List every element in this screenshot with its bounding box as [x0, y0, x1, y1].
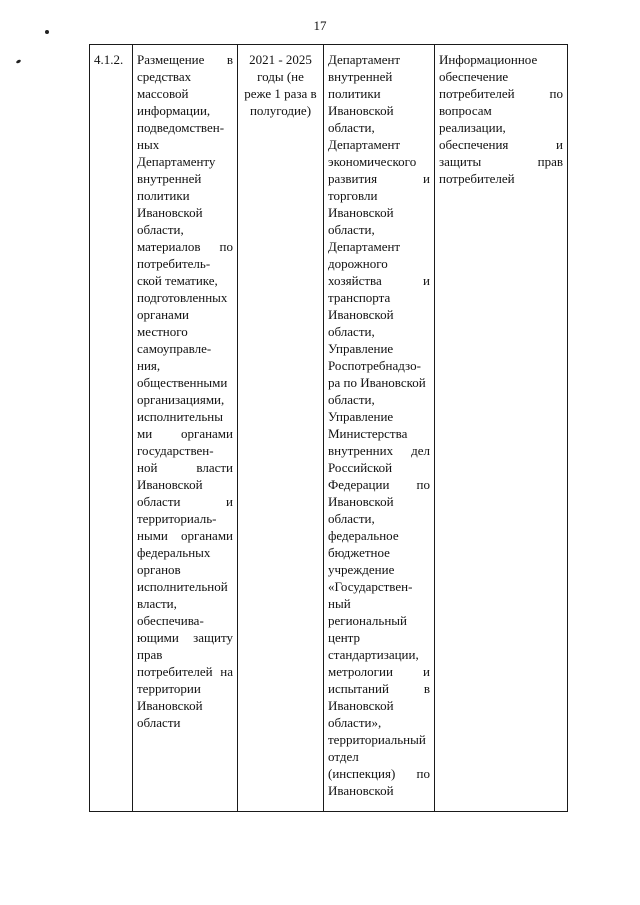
cell-text-line: центр — [328, 630, 361, 645]
cell-text-line: вопросам — [439, 103, 492, 118]
cell-text-line: территории — [137, 681, 201, 696]
cell-text-line: 2021 - 2025 — [249, 52, 312, 67]
cell-text-line: реализации, — [439, 120, 506, 135]
cell-text-line: области, — [328, 392, 375, 407]
cell-text-line: внутренних дел — [328, 443, 430, 458]
term-cell — [238, 45, 324, 812]
cell-text-line: внутренней — [137, 171, 202, 186]
scan-speck — [16, 59, 22, 64]
cell-text-line: ми органами — [137, 426, 233, 441]
executors-cell — [324, 45, 435, 812]
cell-text-line: подведомствен- — [137, 120, 225, 135]
cell-text-line: потребителей — [439, 171, 515, 186]
cell-text-line: испытаний в — [328, 681, 430, 696]
cell-text-line: реже 1 раза в — [244, 86, 317, 101]
cell-text-line: Ивановской — [328, 698, 394, 713]
cell-text-line: области и — [137, 494, 233, 509]
cell-text-line: годы (не — [257, 69, 304, 84]
cell-text-line: государствен- — [137, 443, 214, 458]
cell-text-line: ра по Ивановской — [328, 375, 426, 390]
cell-text-line: обеспечения и — [439, 137, 563, 152]
cell-text-line: ния, — [137, 358, 161, 373]
cell-text-line: местного — [137, 324, 188, 339]
cell-text-line: области — [137, 715, 181, 730]
row-number-cell — [90, 45, 133, 812]
cell-text-line: Департамент — [328, 137, 401, 152]
cell-text-line: средствах — [137, 69, 192, 84]
cell-text-line: Департамент — [328, 52, 401, 67]
cell-text-line: исполнительной — [137, 579, 228, 594]
cell-text-line: ной власти — [137, 460, 233, 475]
cell-text-line: Ивановской — [137, 698, 203, 713]
cell-text-line: стандартизации, — [328, 647, 419, 662]
cell-text-line: Ивановской — [137, 477, 203, 492]
cell-text-line: Информационное — [439, 52, 538, 67]
cell-text-line: Российской — [328, 460, 393, 475]
cell-text-line: (инспекция) по — [328, 766, 430, 781]
cell-text-line: транспорта — [328, 290, 391, 305]
cell-text-line: потребителей по — [439, 86, 563, 101]
cell-text-line: области, — [328, 324, 375, 339]
row-number: 4.1.2. — [94, 52, 124, 67]
cell-text-line: общественными — [137, 375, 228, 390]
cell-text-line: органов — [137, 562, 181, 577]
scan-speck — [45, 30, 49, 34]
cell-text-line: Ивановской — [328, 205, 394, 220]
cell-text-line: метрологии и — [328, 664, 430, 679]
cell-text-line: Управление — [328, 341, 394, 356]
cell-text-line: Ивановской — [328, 783, 394, 798]
cell-text-line: исполнительны — [137, 409, 223, 424]
cell-text-line: отдел — [328, 749, 359, 764]
cell-text-line: политики — [137, 188, 190, 203]
cell-text-line: федеральных — [137, 545, 211, 560]
cell-text-line: массовой — [137, 86, 189, 101]
cell-text-line: торговли — [328, 188, 378, 203]
cell-text-line: защиты прав — [439, 154, 563, 169]
cell-text-line: Ивановской — [328, 307, 394, 322]
cell-text-line: федеральное — [328, 528, 399, 543]
table-row — [90, 45, 568, 812]
cell-text-line: Управление — [328, 409, 394, 424]
cell-text-line: подготовленных — [137, 290, 228, 305]
cell-text-line: Ивановской — [328, 494, 394, 509]
cell-text-line: экономического — [328, 154, 417, 169]
cell-text-line: Министерства — [328, 426, 408, 441]
cell-text-line: внутренней — [328, 69, 393, 84]
result-cell — [435, 45, 568, 812]
cell-text-line: области, — [328, 120, 375, 135]
cell-text-line: прав — [137, 647, 163, 662]
cell-text-line: территориальный — [328, 732, 426, 747]
cell-text-line: ской тематике, — [137, 273, 218, 288]
cell-text-line: материалов по — [137, 239, 233, 254]
cell-text-line: ных — [137, 137, 160, 152]
cell-text-line: ными органами — [137, 528, 233, 543]
cell-text-line: области, — [328, 222, 375, 237]
cell-text-line: обеспечива- — [137, 613, 204, 628]
cell-text-line: информации, — [137, 103, 211, 118]
cell-text-line: Роспотребнадзо- — [328, 358, 421, 373]
measure-cell — [133, 45, 238, 812]
cell-text-line: власти, — [137, 596, 177, 611]
cell-text-line: ющими защиту — [137, 630, 233, 645]
cell-text-line: дорожного — [328, 256, 388, 271]
cell-text-line: области, — [328, 511, 375, 526]
cell-text-line: хозяйства и — [328, 273, 430, 288]
cell-text-line: ный — [328, 596, 351, 611]
cell-text-line: «Государствен- — [328, 579, 413, 594]
cell-text-line: бюджетное — [328, 545, 390, 560]
measures-table — [89, 44, 568, 812]
cell-text-line: потребителей на — [137, 664, 233, 679]
cell-text-line: самоуправле- — [137, 341, 212, 356]
cell-text-line: территориаль- — [137, 511, 217, 526]
cell-text-line: учреждение — [328, 562, 395, 577]
cell-text-line: полугодие) — [249, 103, 312, 118]
cell-text-line: развития и — [328, 171, 430, 186]
cell-text-line: Департаменту — [137, 154, 216, 169]
cell-text-line: обеспечение — [439, 69, 509, 84]
cell-text-line: Размещение в — [137, 52, 233, 67]
cell-text-line: политики — [328, 86, 381, 101]
cell-text-line: области», — [328, 715, 382, 730]
cell-text-line: Федерации по — [328, 477, 430, 492]
cell-text-line: организациями, — [137, 392, 225, 407]
cell-text-line: потребитель- — [137, 256, 211, 271]
cell-text-line: органами — [137, 307, 190, 322]
cell-text-line: Ивановской — [328, 103, 394, 118]
page-number: 17 — [313, 18, 327, 33]
cell-text-line: Ивановской — [137, 205, 203, 220]
cell-text-line: Департамент — [328, 239, 401, 254]
cell-text-line: региональный — [328, 613, 407, 628]
cell-text-line: области, — [137, 222, 184, 237]
